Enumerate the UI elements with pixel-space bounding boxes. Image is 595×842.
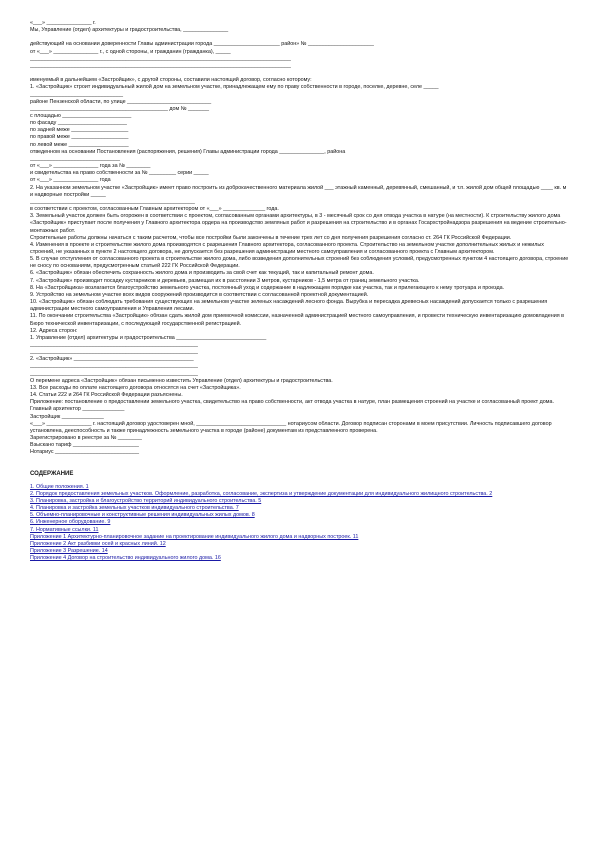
document-line: О перемене адреса «Застройщик» обязан письменно известить Управление (отдел) архитектуры и градостроительства. <box>30 377 333 384</box>
document-line: от «___» _______________ г., с одной стороны, и гражданин (гражданка), _____ <box>30 48 231 55</box>
document-line: 10. «Застройщик» обязан соблюдать требования существующих на земельном участке зеленых насаждений лесного фонда. Вырубка и пересадка древесных насаждений допускается только с разрешения администрации местного самоуправления и Управления лесами. <box>30 299 548 313</box>
document-line: с площадью _______________________ <box>30 113 132 119</box>
document-line: Главный архитектор ______________ <box>30 406 125 413</box>
document-line: _______________________________________________________________________________________ <box>30 62 291 69</box>
document-line: Приложение: постановление о предоставлении земельного участка, свидетельство на право собственности, акт отвода участка в натуре, план размещения строений на участке и согласованный проект дома. <box>30 399 554 406</box>
document-line: 2. «Застройщик» ________________________________________ <box>30 356 194 363</box>
document-line: именуемый в дальнейшем «Застройщик», с другой стороны, составили настоящий договор, согласно которому: <box>30 77 312 84</box>
document-line: 6. «Застройщик» обязан обеспечить сохранность жилого дома и производить за свой счет как текущий, так и капитальный ремонт дома. <box>30 270 374 277</box>
document-line: 8. На «Застройщика» возлагается благоустройство земельного участка, постоянный уход и содержание в надлежащем порядке как участка, так и прилегающего к нему тротуара и проезда. <box>30 284 505 291</box>
toc-link[interactable]: 3. Планировка, застройка и благоустройство территорий индивидуального строительства. 5 <box>30 497 262 504</box>
toc-link[interactable]: Приложение 1 Архитектурно-планировочное задание на проектирование индивидуального жилого дома и надворных построек. 11 <box>30 533 359 540</box>
document-line: Нотариус ____________________________ <box>30 449 139 456</box>
document-line: ________________________________________________________ <box>30 370 198 377</box>
document-line: 11. По окончании строительства «Застройщик» обязан сдать жилой дом приемочной комиссии, назначенной администрацией местного самоуправления, и провести техническую инвентаризацию домовладения в Бюро технической инвентаризации, с последующей государственной регистрацией. <box>30 313 565 327</box>
toc-link[interactable]: 7. Нормативные ссылки. 11 <box>30 526 99 533</box>
document-line: по правой меже ___________________ <box>30 134 129 141</box>
document-line: ________________________________________________________ <box>30 363 198 370</box>
document-line: «___» _______________ г. <box>30 20 96 26</box>
document-line: и свидетельства на право собственности за № _________ серии _____ <box>30 170 209 177</box>
toc-link[interactable]: 2. Порядок предоставления земельных участков. Оформление, разработка, согласование, экспертиза и утверждение документации для индивидуального жилищного строительства. 2 <box>30 490 493 497</box>
document-line: Строительные работы должны начаться с таким расчетом, чтобы все постройки были закончены в течение трех лет со дня получения разрешения согласно ст. 264 ГК Российской Федерации. <box>30 234 512 241</box>
toc-link[interactable]: Приложение 2 Акт разбивки осей и красных линий. 12 <box>30 540 166 547</box>
toc-link[interactable]: 6. Инженерное оборудование. 9 <box>30 519 111 526</box>
document-line: от «___» _______________ года <box>30 177 111 184</box>
document-line: ________________________________________________________ <box>30 342 198 348</box>
document-line: от «___» _______________ года за № ________ <box>30 163 151 170</box>
toc-link[interactable]: Приложение 4 Договор на строительство индивидуального жилого дома. 16 <box>30 555 221 562</box>
document-line: _______________________________________________________________________________________ <box>30 55 291 62</box>
document-page <box>30 20 570 562</box>
document-line: _______________________________ <box>30 91 123 98</box>
document-line: 7. «Застройщик» производит посадку кустарников и деревьев, размещая их в расстоянии 3 метров, кустарников - 1,5 метра от границ земельного участка. <box>30 277 420 284</box>
document-line: 2. На указанном земельном участке «Застройщик» имеет право построить из доброкачественного материала жилой ___ этажный каменный, деревянный, смешанный, и т.п. жилой дом общей площадью ____ кв. м и надворные постройки _____ <box>30 184 567 198</box>
document-line: 1. Управление (отдел) архитектуры и градостроительства ______________________________ <box>30 334 267 341</box>
document-line: отведенном на основании Постановления (распоряжения, решения) Главы администрации города _______________, района <box>30 148 346 155</box>
document-line: по фасаду _______________________ <box>30 120 127 127</box>
contract-body <box>30 20 570 457</box>
document-line: действующий на основании доверенности Главы администрации города ______________________ район» № ______________________ <box>30 41 374 48</box>
document-line: по задней меже ___________________ <box>30 127 129 134</box>
blank-line <box>30 34 570 41</box>
document-line: по левой меже ____________________ <box>30 141 129 148</box>
toc-link[interactable]: 4. Планировка и застройка земельных участков индивидуального строительства. 7 <box>30 505 239 512</box>
document-line: Взыскано тариф ______________________ <box>30 442 139 449</box>
document-line: ______________________________________________ дом № _______ <box>30 105 210 112</box>
toc-link[interactable]: 1. Общие положения. 1 <box>30 483 89 490</box>
table-of-contents <box>30 471 570 563</box>
blank-line <box>30 70 570 77</box>
document-line: ________________________________________________________ <box>30 349 198 356</box>
document-line: 4. Изменения в проекте и строительстве жилого дома производятся с разрешения Главного архитектора, согласованного проекта. Строительство на земельном участке дополнительных жилых и нежилых строений, не указанных в пункте 2 настоящего договора, не допускается без разрешения администрации местного самоуправления и согласованного проекта с Главным архитектором. <box>30 241 544 255</box>
document-line: 13. Все расходы по оплате настоящего договора относятся на счет «Застройщика». <box>30 384 241 391</box>
toc-link[interactable]: Приложение 3 Разрешение. 14 <box>30 548 108 555</box>
document-line: Мы, Управление (отдел) архитектуры и градостроительства, _______________ <box>30 27 229 34</box>
document-line: ______________________________ <box>30 155 120 162</box>
toc-list <box>30 484 570 563</box>
document-line: 14. Статьи 222 и 264 ГК Российской Федерации разъяснены. <box>30 392 183 399</box>
document-line: «___» _______________ г. настоящий договор удостоверен мной, ______________________________ нотариусом области. Договор подписан сторонами в моем присутствии. Личность подписавшего договор установлена, дееспособность и также принадлежность земельного участка в городе (районе) документам из представленного проверена. <box>30 420 552 434</box>
document-line: Застройщик ______________ <box>30 413 104 420</box>
toc-title: СОДЕРЖАНИЕ <box>30 470 74 477</box>
document-line: 9. Устройство на земельном участке всех видов сооружений производится в соответствии с согласованной проектной документацией. <box>30 291 369 298</box>
document-line: 12. Адреса сторон: <box>30 327 78 334</box>
document-line: 3. Земельный участок должен быть огорожен в соответствии с проектом, согласованным органами архитектуры, в 3 - месячный срок со дня отвода участка в натуре (на местности). К строительству жилого дома «Застройщик» приступает после получения у Главного архитектора ордера на производство земляных работ и разрешения на строительство и в органах Госархстройнадзора разрешения на ведение строительно-монтажных работ. <box>30 213 567 234</box>
document-line: районе Пензенской области, по улице ____________________________ <box>30 98 212 105</box>
document-line: в соответствии с проектом, согласованным Главным архитектором от «___» ______________ года. <box>30 206 279 213</box>
document-line: 5. В случае отступления от согласованного проекта в строительстве жилого дома, либо возведения дополнительных строений без соблюдения условий, предусмотренных пунктом 4 настоящего договора, строение не сносу по основаниям, предусмотренным статьей 222 ГК Российской Федерации. <box>30 256 569 270</box>
toc-link[interactable]: 5. Объемно-планировочные и конструктивные решения индивидуальных жилых домов. 8 <box>30 512 255 519</box>
document-line: 1. «Застройщик» строит индивидуальный жилой дом на земельном участке, принадлежащем ему по праву собственности в городе, поселке, деревне, селе _____ <box>30 84 439 91</box>
document-line: _______________________________________________________ <box>30 198 195 205</box>
document-line: Зарегистрировано в реестре за № ________ <box>30 435 142 442</box>
